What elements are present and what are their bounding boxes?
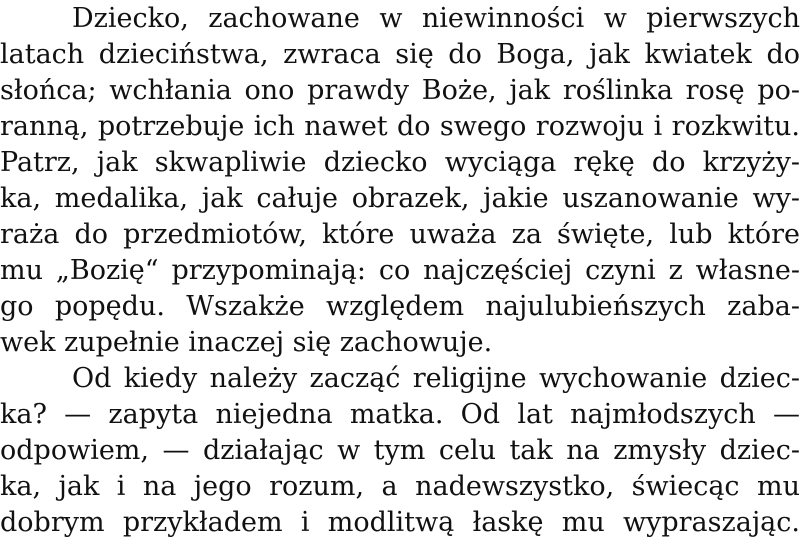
text-line: dobrym przykładem i modlitwą łaskę mu wypraszając. [0,507,800,538]
text-line: Od kiedy należy zacząć religijne wychowanie dziec- [72,363,800,394]
text-line: ka, jak i na jego rozum, a nadewszystko, świecąc mu [0,471,800,502]
text-line: ka, medalika, jak całuje obrazek, jakie uszanowanie wy- [0,183,800,214]
text-line: ranną, potrzebuje ich nawet do swego rozwoju i rozkwitu. [0,111,800,142]
text-line: Dziecko, zachowane w niewinności w pierwszych [72,3,800,34]
text-line: wek zupełnie inaczej się zachowuje. [0,327,493,358]
text-line: słońca; wchłania ono prawdy Boże, jak roślinka rosę po- [0,75,800,106]
text-line: odpowiem, — działając w tym celu tak na zmysły dziec- [0,435,800,466]
text-line: ka? — zapyta niejedna matka. Od lat najmłodszych — [0,399,800,430]
text-line: Patrz, jak skwapliwie dziecko wyciąga rękę do krzyży- [0,147,800,178]
text-line: go popędu. Wszakże względem najulubieńszych zaba- [0,291,800,322]
text-line: mu „Bozię“ przypominają: co najczęściej czyni z własne- [0,255,800,286]
text-line: latach dzieciństwa, zwraca się do Boga, jak kwiatek do [0,39,800,70]
text-line: raża do przedmiotów, które uważa za święte, lub które [0,219,800,250]
